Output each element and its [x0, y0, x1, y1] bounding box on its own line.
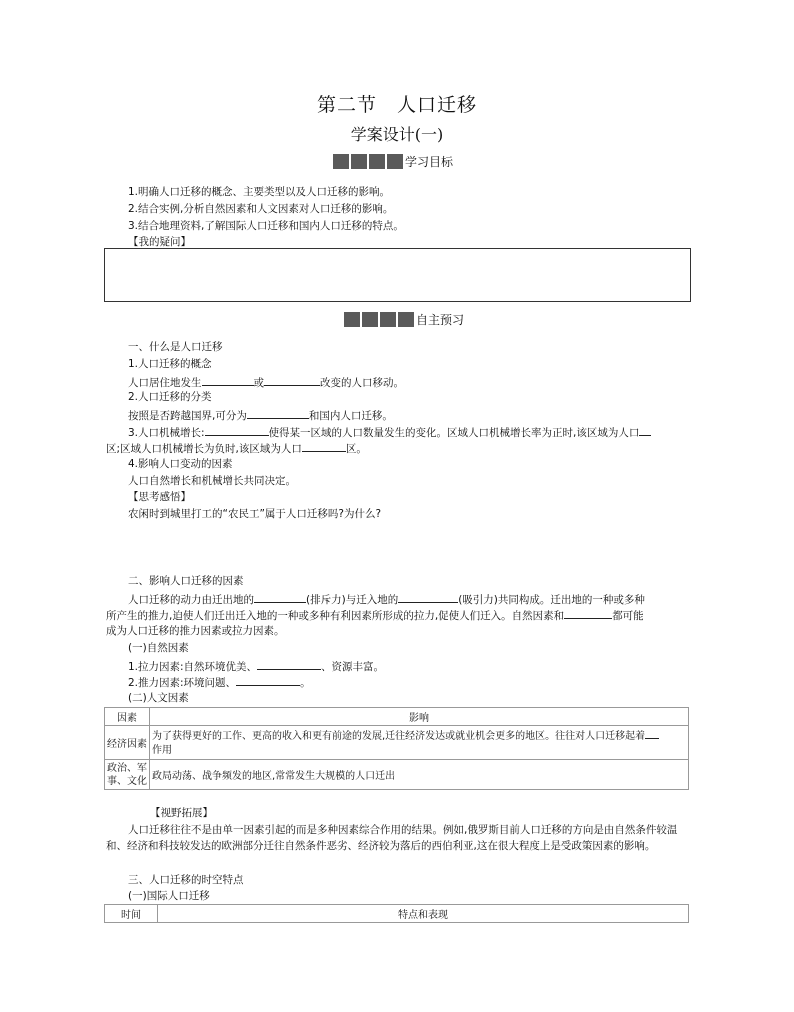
- subheading: (一)自然因素: [128, 642, 189, 654]
- section-heading: 二、影响人口迁移的因素: [128, 575, 244, 587]
- subheading: 1.人口迁移的概念: [128, 358, 212, 370]
- banner-label: 自主预习: [416, 313, 465, 327]
- table-row: [105, 726, 689, 760]
- think-label: 【思考感悟】: [128, 491, 191, 503]
- answer-blank[interactable]: [639, 424, 651, 436]
- fill-line: 2.推力因素:环境问题、 。: [128, 674, 311, 690]
- table-header-cell: 因素: [105, 708, 150, 726]
- goal-item: 1.明确人口迁移的概念、主要类型以及人口迁移的影响。: [128, 186, 391, 198]
- section-banner-goals: [333, 153, 453, 170]
- paragraph: 成为人口迁移的推力因素或拉力因素。: [106, 625, 285, 637]
- paragraph: 人口自然增长和机械增长共同决定。: [128, 475, 296, 487]
- human-factors-table: [104, 707, 689, 790]
- section-heading: 三、人口迁移的时空特点: [128, 874, 244, 886]
- table-cell: 政治、军事、文化: [105, 760, 150, 790]
- fill-line: 人口迁移的动力由迁出地的 (排斥力)与迁入地的 (吸引力)共同构成。迁出地的一种或多种: [128, 591, 645, 607]
- answer-blank[interactable]: [257, 658, 321, 670]
- international-migration-table: [104, 904, 689, 923]
- table-row: [105, 760, 689, 790]
- expand-paragraph: 人口迁移往往不是由单一因素引起的而是多种因素综合作用的结果。例如,俄罗斯目前人口迁移的方向是由自然条件较温和、经济和科技较发达的欧洲部分迁往自然条件恶劣、经济较为落后的西伯利亚,这在很大程度上是受政策因素的影响。: [106, 824, 678, 852]
- subheading: (一)国际人口迁移: [128, 890, 210, 902]
- banner-blocks: [344, 312, 414, 327]
- table-header-cell: 时间: [105, 905, 158, 923]
- table-cell: 经济因素: [105, 726, 150, 760]
- fill-line: 1.拉力因素:自然环境优美、 、资源丰富。: [128, 658, 384, 674]
- subheading: 4.影响人口变动的因素: [128, 458, 233, 470]
- expand-label: 【视野拓展】: [150, 807, 213, 819]
- answer-blank[interactable]: [202, 374, 254, 386]
- subheading: 2.人口迁移的分类: [128, 391, 212, 403]
- banner-blocks: [333, 154, 403, 169]
- table-header-cell: 特点和表现: [158, 905, 689, 923]
- table-cell: 政局动荡、战争频发的地区,常常发生大规模的人口迁出: [150, 760, 689, 790]
- goal-item: 2.结合实例,分析自然因素和人文因素对人口迁移的影响。: [128, 203, 394, 215]
- answer-blank[interactable]: [236, 674, 300, 686]
- section-banner-preview: [344, 311, 464, 328]
- answer-blank[interactable]: [564, 607, 612, 619]
- answer-blank[interactable]: [254, 591, 306, 603]
- fill-line: 所产生的推力,迫使人们迁出迁入地的一种或多种有利因素所形成的拉力,促使人们迁入。自然因素和 都可能: [106, 607, 644, 623]
- fill-line: 3.人口机械增长: 使得某一区域的人口数量发生的变化。区域人口机械增长率为正时,该区域为人口: [128, 424, 651, 440]
- answer-blank[interactable]: [645, 727, 659, 739]
- answer-blank[interactable]: [247, 407, 309, 419]
- table-header-row: [105, 708, 689, 726]
- fill-line: 按照是否跨越国界,可分为 和国内人口迁移。: [128, 407, 393, 423]
- answer-blank[interactable]: [264, 374, 320, 386]
- goal-item: 3.结合地理资料,了解国际人口迁移和国内人口迁移的特点。: [128, 220, 404, 232]
- answer-blank[interactable]: [398, 591, 458, 603]
- page-title: 第二节 人口迁移: [316, 94, 477, 116]
- section-heading: 一、什么是人口迁移: [128, 341, 223, 353]
- fill-line: 区;区域人口机械增长为负时,该区域为人口 区。: [106, 440, 367, 456]
- page-subtitle: 学案设计(一): [350, 125, 444, 144]
- table-header-row: [105, 905, 689, 923]
- table-header-cell: 影响: [150, 708, 689, 726]
- answer-blank[interactable]: [205, 424, 269, 436]
- fill-line: 人口居住地发生 或 改变的人口移动。: [128, 374, 404, 390]
- table-cell: 为了获得更好的工作、更高的收入和更有前途的发展,迁往经济发达或就业机会更多的地区。往往对人口迁移起着 作用: [150, 726, 689, 760]
- think-question: 农闲时到城里打工的“农民工”属于人口迁移吗?为什么?: [128, 508, 382, 520]
- banner-label: 学习目标: [405, 155, 454, 169]
- my-question-label: 【我的疑问】: [128, 236, 191, 248]
- question-answer-box[interactable]: [104, 248, 691, 302]
- subheading: (二)人文因素: [128, 692, 189, 704]
- answer-blank[interactable]: [302, 440, 346, 452]
